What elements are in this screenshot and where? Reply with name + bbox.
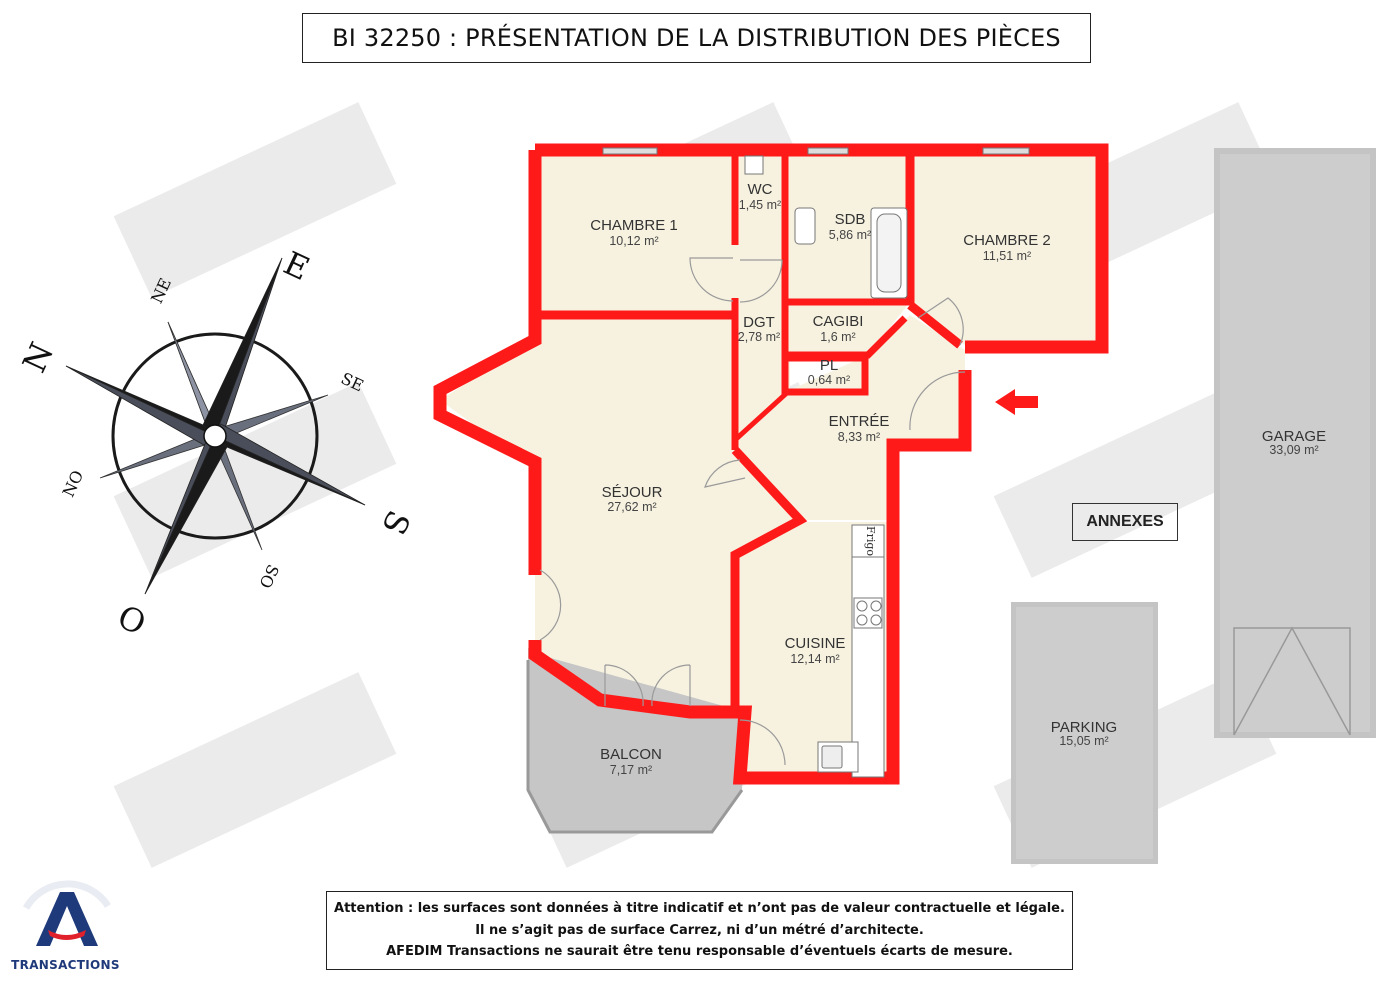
room-name-pl: PL (819, 357, 839, 374)
room-name-chambre2: CHAMBRE 2 (963, 232, 1051, 249)
annexes-label: ANNEXES (1072, 503, 1178, 541)
room-area-chambre2: 11,51 m² (982, 249, 1032, 263)
compass-s: S (374, 504, 418, 541)
compass-so: SO (255, 561, 283, 592)
room-name-sejour: SÉJOUR (601, 484, 663, 501)
room-area-chambre1: 10,12 m² (609, 234, 659, 248)
room-area-wc: 1,45 m² (738, 198, 782, 212)
logo-text: TRANSACTIONS (11, 958, 120, 972)
room-area-pl: 0,64 m² (807, 373, 851, 387)
room-name-chambre1: CHAMBRE 1 (590, 217, 678, 234)
compass-no: NO (58, 467, 88, 500)
room-area-parking: 15,05 m² (1059, 734, 1109, 748)
compass-e: E (278, 243, 316, 289)
room-area-sejour: 27,62 m² (607, 500, 657, 514)
room-area-dgt: 2,78 m² (737, 330, 781, 344)
room-name-garage: GARAGE (1261, 428, 1327, 445)
room-name-wc: WC (747, 181, 773, 198)
room-name-parking: PARKING (1050, 719, 1118, 736)
room-area-garage: 33,09 m² (1269, 443, 1319, 457)
room-area-sdb: 5,86 m² (828, 228, 872, 242)
compass-o: O (112, 596, 153, 642)
room-name-balcon: BALCON (600, 746, 662, 763)
room-name-cuisine: CUISINE (784, 635, 846, 652)
compass-se: SE (338, 368, 367, 396)
room-area-entree: 8,33 m² (837, 430, 881, 444)
disclaimer-line-2: Il ne s’agit pas de surface Carrez, ni d’un métré d’architecte. (475, 922, 924, 938)
entrance-arrow-icon (995, 389, 1038, 415)
room-area-cagibi: 1,6 m² (820, 330, 856, 344)
disclaimer-line-3: AFEDIM Transactions ne saurait être tenu responsable d’éventuels écarts de mesure. (386, 944, 1013, 960)
page-title: BI 32250 : PRÉSENTATION DE LA DISTRIBUTION DES PIÈCES (302, 13, 1091, 63)
room-name-entree: ENTRÉE (828, 413, 890, 430)
frigo-label: Frigo (864, 525, 877, 557)
room-area-cuisine: 12,14 m² (790, 652, 840, 666)
compass-ne: NE (146, 275, 176, 307)
disclaimer-box (326, 891, 1073, 970)
disclaimer-line-1: Attention : les surfaces sont données à titre indicatif et n’ont pas de valeur contractuelle et légale. (334, 901, 1065, 917)
room-area-balcon: 7,17 m² (609, 763, 653, 777)
room-name-cagibi: CAGIBI (812, 313, 864, 330)
room-name-dgt: DGT (743, 314, 775, 331)
room-name-sdb: SDB (834, 211, 866, 228)
compass-n: N (14, 336, 62, 379)
